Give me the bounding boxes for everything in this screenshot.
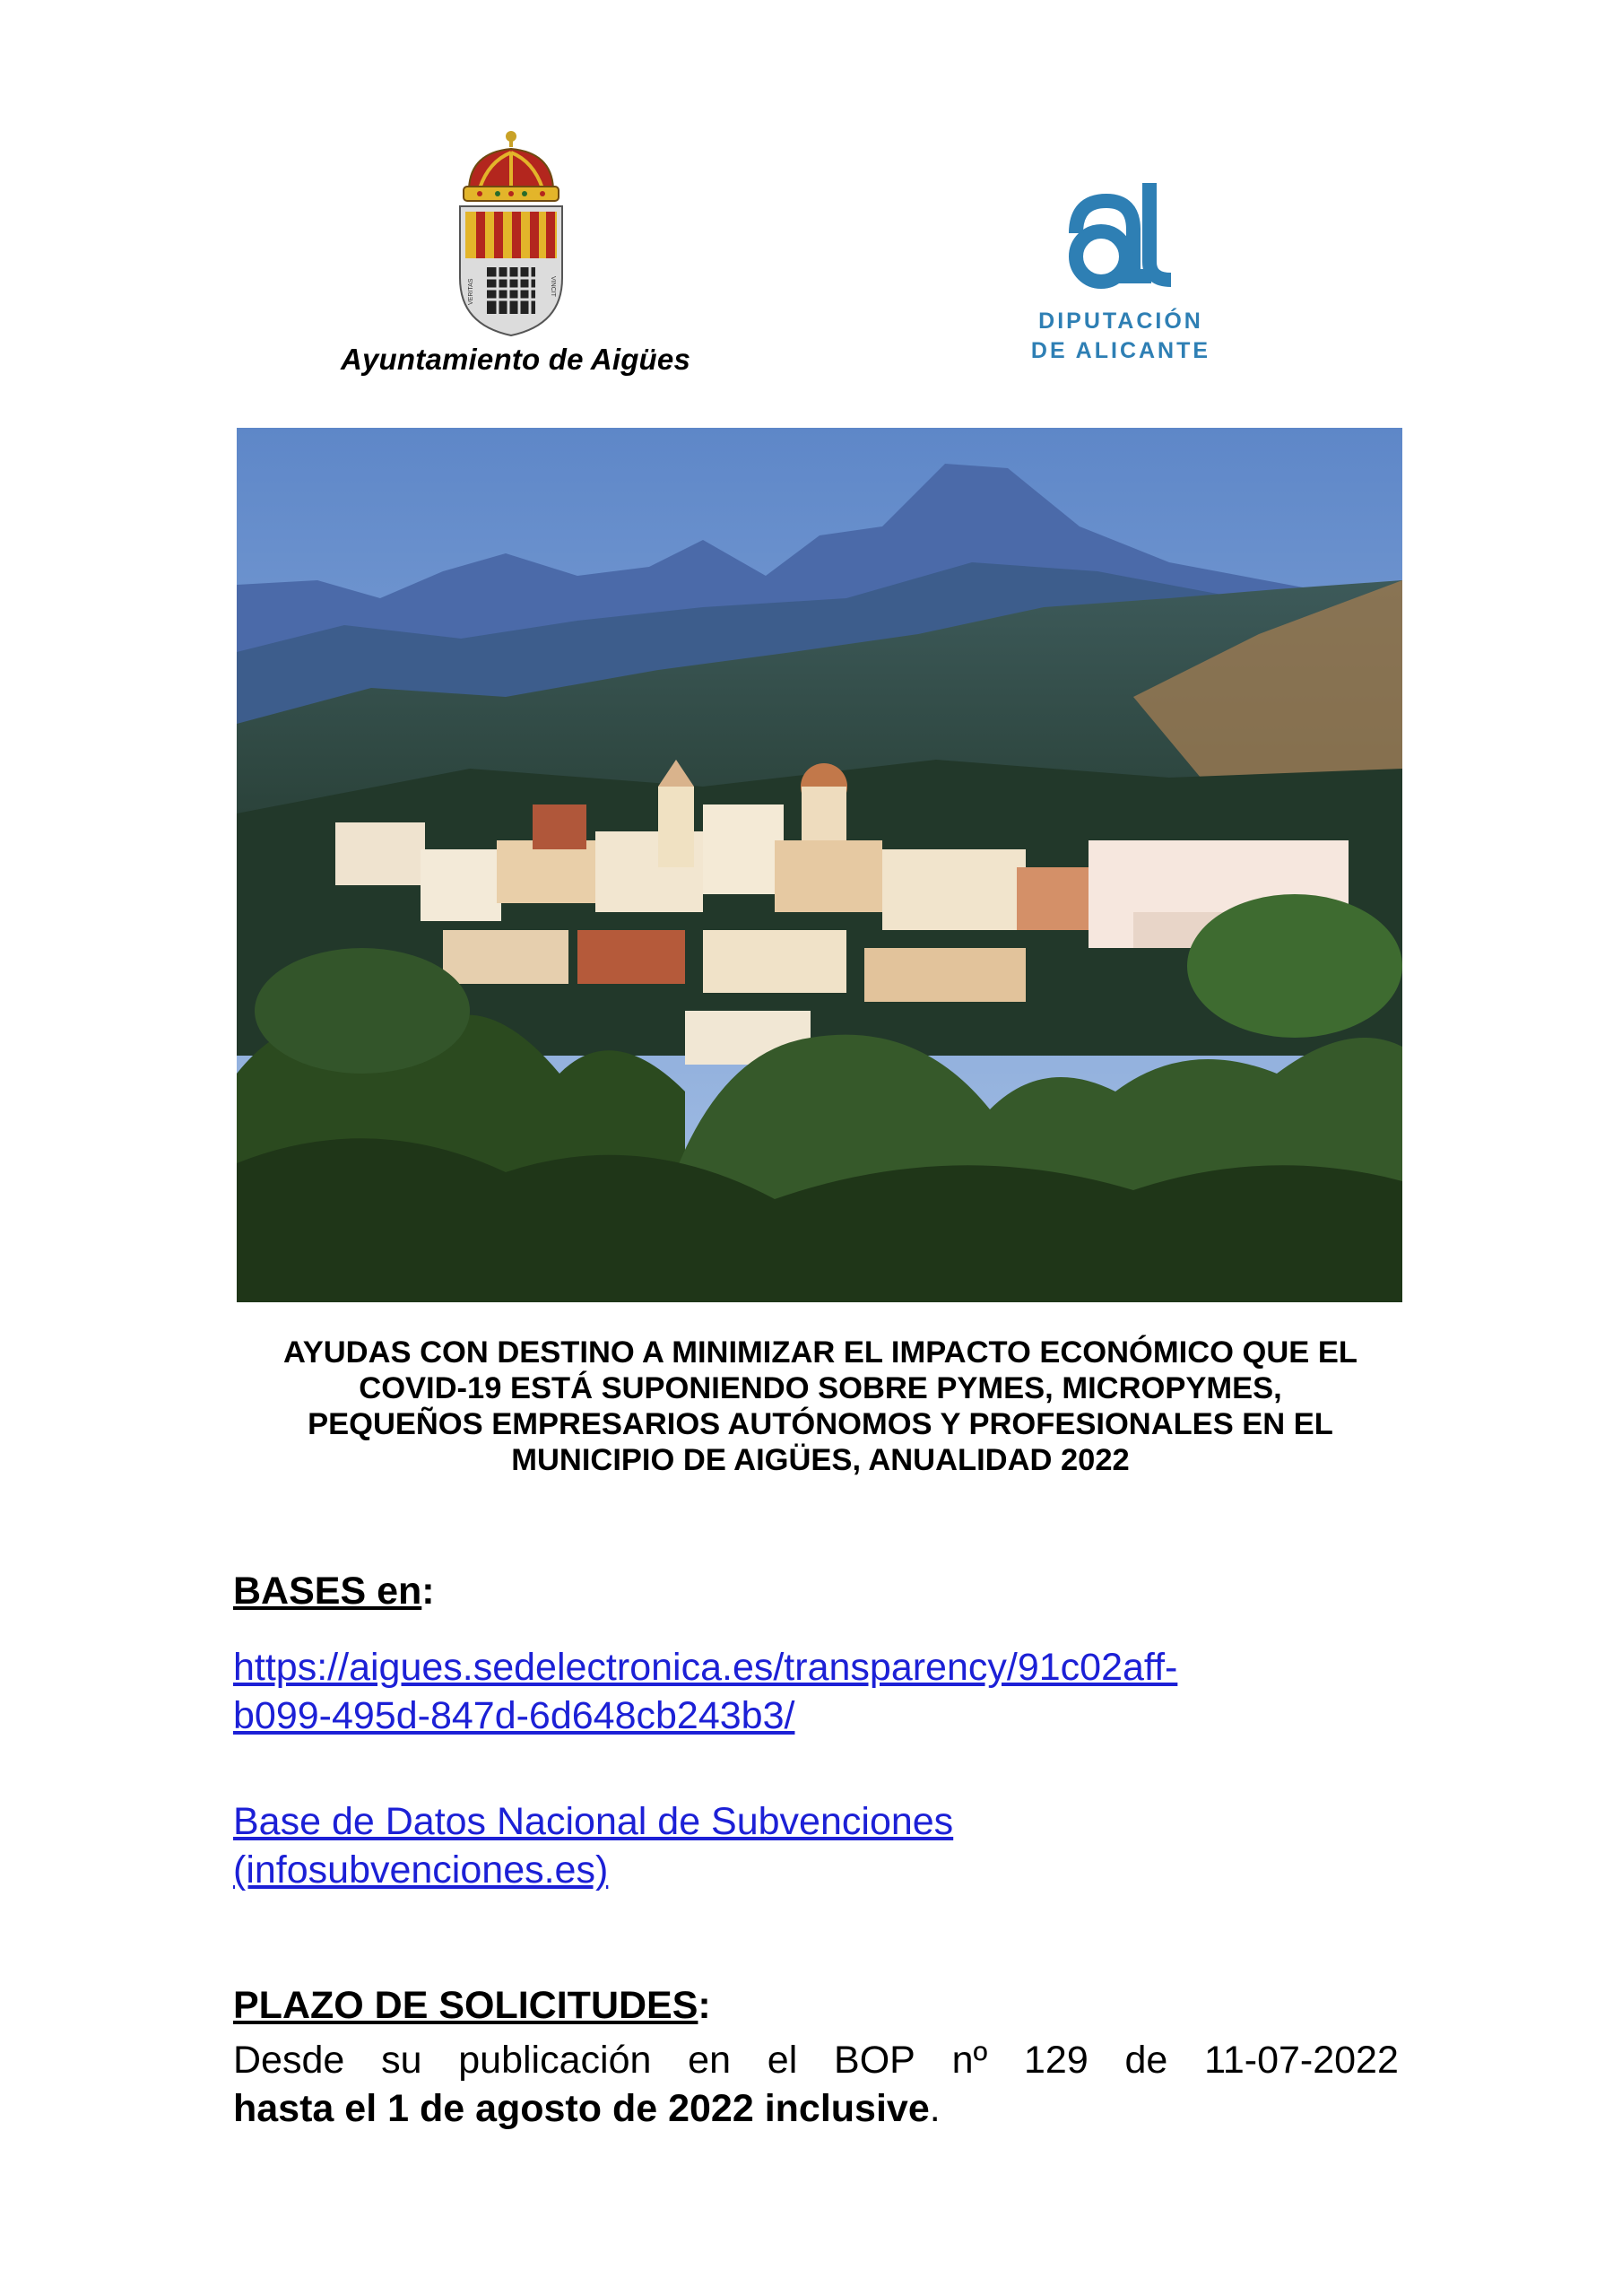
bases-url-link[interactable] (233, 1643, 1399, 1740)
plazo-word: publicación (458, 2039, 652, 2082)
bdns-line2[interactable]: (infosubvenciones.es) (233, 1848, 609, 1892)
plazo-word: nº (951, 2039, 988, 2082)
ayuntamiento-caption: Ayuntamiento de Aigües (340, 343, 691, 376)
plazo-line1 (233, 2036, 1399, 2084)
plazo-word: 11-07-2022 (1204, 2039, 1399, 2082)
plazo-heading-text: PLAZO DE SOLICITUDES (233, 1984, 698, 2027)
plazo-body (233, 2036, 1399, 2133)
plazo-word: de (1124, 2039, 1168, 2082)
bdns-line1[interactable]: Base de Datos Nacional de Subvenciones (233, 1800, 954, 1843)
svg-text:VERITAS: VERITAS (468, 278, 474, 305)
town-landscape-photo (237, 428, 1402, 1302)
bases-url-line1[interactable]: https://aigues.sedelectronica.es/transparency/91c02aff- (233, 1646, 1178, 1689)
diputacion-logo-icon (1013, 170, 1228, 314)
bases-url-line2[interactable]: b099-495d-847d-6d648cb243b3/ (233, 1694, 795, 1737)
plazo-heading-colon: : (698, 1984, 711, 2027)
plazo-period: . (929, 2087, 941, 2130)
diputacion-logo-text (1013, 307, 1228, 366)
document-title (224, 1335, 1417, 1478)
plazo-line2 (233, 2084, 1399, 2133)
plazo-word: su (381, 2039, 422, 2082)
ayuntamiento-crest-logo (453, 126, 569, 341)
svg-text:VINCIT: VINCIT (550, 276, 556, 297)
bdns-link[interactable] (233, 1797, 1399, 1894)
shield-icon (460, 206, 562, 335)
title-line: MUNICIPIO DE AIGÜES, ANUALIDAD 2022 (511, 1443, 1130, 1477)
plazo-word: el (767, 2039, 798, 2082)
diputacion-line1: DIPUTACIÓN (1038, 309, 1203, 334)
bases-heading-colon: : (421, 1570, 435, 1613)
bases-heading-text: BASES en (233, 1570, 422, 1613)
bases-heading (233, 1570, 435, 1613)
title-line: AYUDAS CON DESTINO A MINIMIZAR EL IMPACTO ECONÓMICO QUE EL (283, 1335, 1357, 1370)
diputacion-line2: DE ALICANTE (1030, 338, 1211, 363)
plazo-deadline: hasta el 1 de agosto de 2022 inclusive (233, 2087, 930, 2130)
title-line: COVID-19 ESTÁ SUPONIENDO SOBRE PYMES, MICROPYMES, (359, 1371, 1282, 1405)
plazo-word: BOP (834, 2039, 915, 2082)
crown-icon (464, 131, 559, 201)
plazo-word: Desde (233, 2039, 345, 2082)
plazo-word: 129 (1023, 2039, 1089, 2082)
title-line: PEQUEÑOS EMPRESARIOS AUTÓNOMOS Y PROFESIONALES EN EL (308, 1407, 1333, 1441)
plazo-heading (233, 1984, 711, 2028)
plazo-word: en (688, 2039, 732, 2082)
